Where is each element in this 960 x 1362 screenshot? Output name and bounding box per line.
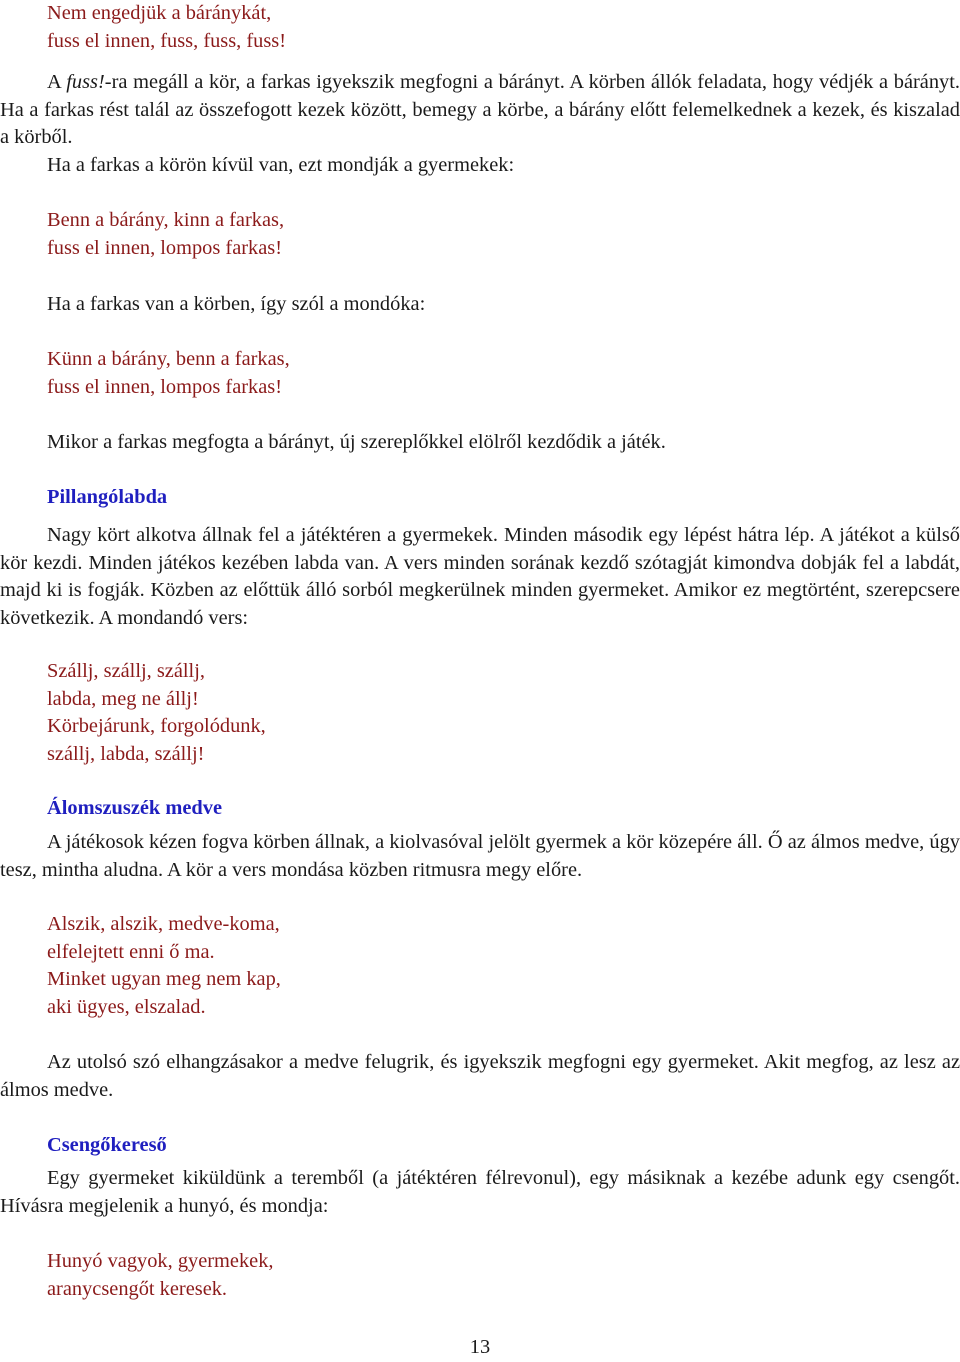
verse-line: Körbejárunk, forgolódunk,: [47, 715, 266, 737]
section-title-alomszuszek: Álomszuszék medve: [47, 797, 222, 819]
verse-line: aki ügyes, elszalad.: [47, 995, 206, 1018]
verse-line: Szállj, szállj, szállj,: [47, 660, 205, 682]
verse-line: Alszik, alszik, medve-koma,: [47, 913, 280, 935]
verse-line: Künn a bárány, benn a farkas,: [47, 348, 290, 370]
section-title-pillangolabda: Pillangólabda: [47, 486, 168, 508]
italic-word: fuss!: [66, 71, 105, 93]
paragraph-csengokereso: Egy gyermeket kiküldünk a teremből (a játéktéren félrevonul), egy másiknak a kezébe adunk egy csengőt. Hívásra megjelenik a hunyó, és mondja:: [0, 1167, 960, 1217]
verse-line: labda, meg ne állj!: [47, 687, 199, 710]
verse-line: fuss el innen, fuss, fuss, fuss!: [47, 29, 287, 52]
verse-line: fuss el innen, lompos farkas!: [47, 375, 283, 398]
paragraph-fuss-rules: A fuss!-ra megáll a kör, a farkas igyekszik megfogni a bárányt. A körben állók feladata, hogy védjék a bárányt. Ha a farkas rést talál az összefogott kezek között, bemegy a körbe, a bárány előtt felemelkednek a kezek, és kiszalad a körből.: [0, 71, 960, 148]
verse-alomszuszek: [47, 911, 960, 1021]
verse-outside: [47, 207, 960, 262]
paragraph-restart: Mikor a farkas megfogta a bárányt, új szereplőkkel elölről kezdődik a játék.: [47, 431, 666, 453]
paragraph-inside: Ha a farkas van a körben, így szól a mondóka:: [47, 293, 426, 315]
paragraph-alomszuszek: A játékosok kézen fogva körben állnak, a kiolvasóval jelölt gyermek a kör közepére áll. Ő az álmos medve, úgy tesz, mintha aludna. A kör a vers mondása közben ritmusra megy előre.: [0, 831, 960, 881]
verse-line: aranycsengőt keresek.: [47, 1277, 228, 1300]
verse-line: Hunyó vagyok, gyermekek,: [47, 1250, 274, 1272]
verse-line: szállj, labda, szállj!: [47, 742, 205, 765]
paragraph-outside: Ha a farkas a körön kívül van, ezt mondják a gyermekek:: [47, 154, 515, 176]
verse-top: [47, 0, 960, 55]
page-number: 13: [469, 1336, 491, 1358]
verse-line: Nem engedjük a báránykát,: [47, 2, 272, 24]
section-title-csengokereso: Csengőkereső: [47, 1134, 167, 1156]
verse-line: Benn a bárány, kinn a farkas,: [47, 209, 285, 231]
verse-line: fuss el innen, lompos farkas!: [47, 236, 283, 259]
verse-line: elfelejtett enni ő ma.: [47, 940, 215, 963]
verse-inside: [47, 346, 960, 401]
paragraph-alomszuszek-end: Az utolsó szó elhangzásakor a medve felugrik, és igyekszik megfogni egy gyermeket. Akit megfog, az lesz az álmos medve.: [0, 1051, 960, 1101]
verse-line: Minket ugyan meg nem kap,: [47, 968, 281, 990]
verse-pillangolabda: [47, 658, 960, 768]
paragraph-pillangolabda: Nagy kört alkotva állnak fel a játéktéren a gyermekek. Minden második egy lépést hátra lép. A játékot a külső kör kezdi. Minden játékos kezében labda van. A vers minden sorának kezdő szótagját kimondva dobják fel a labdát, majd ki is fogják. Közben az előttük álló sorból megkerülnek minden gyermeket. Amikor ez megtörtént, szerepcsere következik. A mondandó vers:: [0, 524, 960, 629]
verse-csengokereso: [47, 1248, 960, 1303]
